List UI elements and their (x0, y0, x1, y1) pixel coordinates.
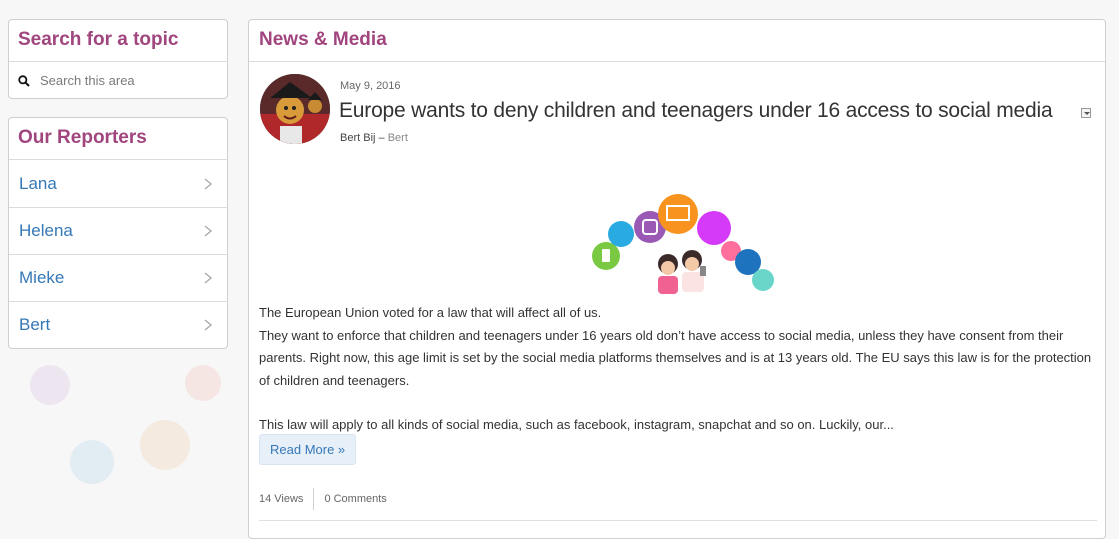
views-count: 14 Views (259, 493, 304, 505)
news-panel-title: News & Media (249, 20, 1105, 62)
search-panel (8, 19, 228, 99)
reporter-item-mieke[interactable] (9, 254, 227, 301)
background-decoration (30, 365, 70, 405)
reporters-panel (8, 117, 228, 349)
news-panel (248, 19, 1106, 539)
stats-divider (313, 488, 314, 510)
read-more-button[interactable]: Read More » (259, 434, 356, 465)
author-avatar[interactable] (260, 74, 330, 144)
chevron-right-icon (201, 224, 215, 238)
search-input[interactable] (38, 72, 222, 89)
reporter-item-lana[interactable] (9, 160, 227, 207)
post-image (576, 194, 781, 297)
search-panel-title: Search for a topic (9, 20, 227, 62)
post-stats (259, 488, 387, 510)
reporters-list (9, 160, 227, 348)
reporter-item-helena[interactable] (9, 207, 227, 254)
social-media-illustration (576, 194, 781, 297)
chevron-right-icon (201, 271, 215, 285)
reporter-label: Lana (19, 173, 57, 193)
post-author[interactable]: Bert Bij (340, 132, 376, 144)
reporter-label: Helena (19, 221, 73, 240)
background-decoration (70, 440, 114, 484)
post-paragraph: This law will apply to all kinds of social media, such as facebook, instagram, snapchat and so on. Luckily, our... (259, 417, 894, 432)
search-icon (18, 75, 30, 87)
search-row (9, 62, 227, 99)
chevron-right-icon (201, 318, 215, 332)
post-author-line (340, 132, 408, 144)
post-paragraph: They want to enforce that children and teenagers under 16 years old don’t have access to social media, unless they have consent from their parents. Right now, this age limit is set by the social media platforms themselves and is at 13 years old. The EU says this law is for the protection of children and teenagers. (259, 327, 1092, 388)
reporter-label: Bert (19, 315, 51, 334)
post-title[interactable]: Europe wants to deny children and teenagers under 16 access to social media (339, 99, 1053, 122)
reporter-label: Mieke (19, 268, 65, 287)
comments-link[interactable]: 0 Comments (324, 493, 387, 505)
post-divider (259, 520, 1097, 521)
background-decoration (140, 420, 190, 470)
post-date: May 9, 2016 (340, 80, 401, 92)
author-separator: – (378, 132, 385, 144)
reporters-panel-title: Our Reporters (9, 118, 227, 160)
post-paragraph: The European Union voted for a law that will affect all of us. (259, 305, 602, 320)
dropdown-arrow-icon[interactable] (1081, 108, 1091, 118)
post-excerpt (259, 302, 1099, 437)
post-reporter-link[interactable]: Bert (387, 132, 408, 144)
chevron-right-icon (201, 177, 215, 191)
reporter-item-bert[interactable] (9, 301, 227, 348)
avatar-illustration (260, 74, 330, 144)
background-decoration (185, 365, 221, 401)
